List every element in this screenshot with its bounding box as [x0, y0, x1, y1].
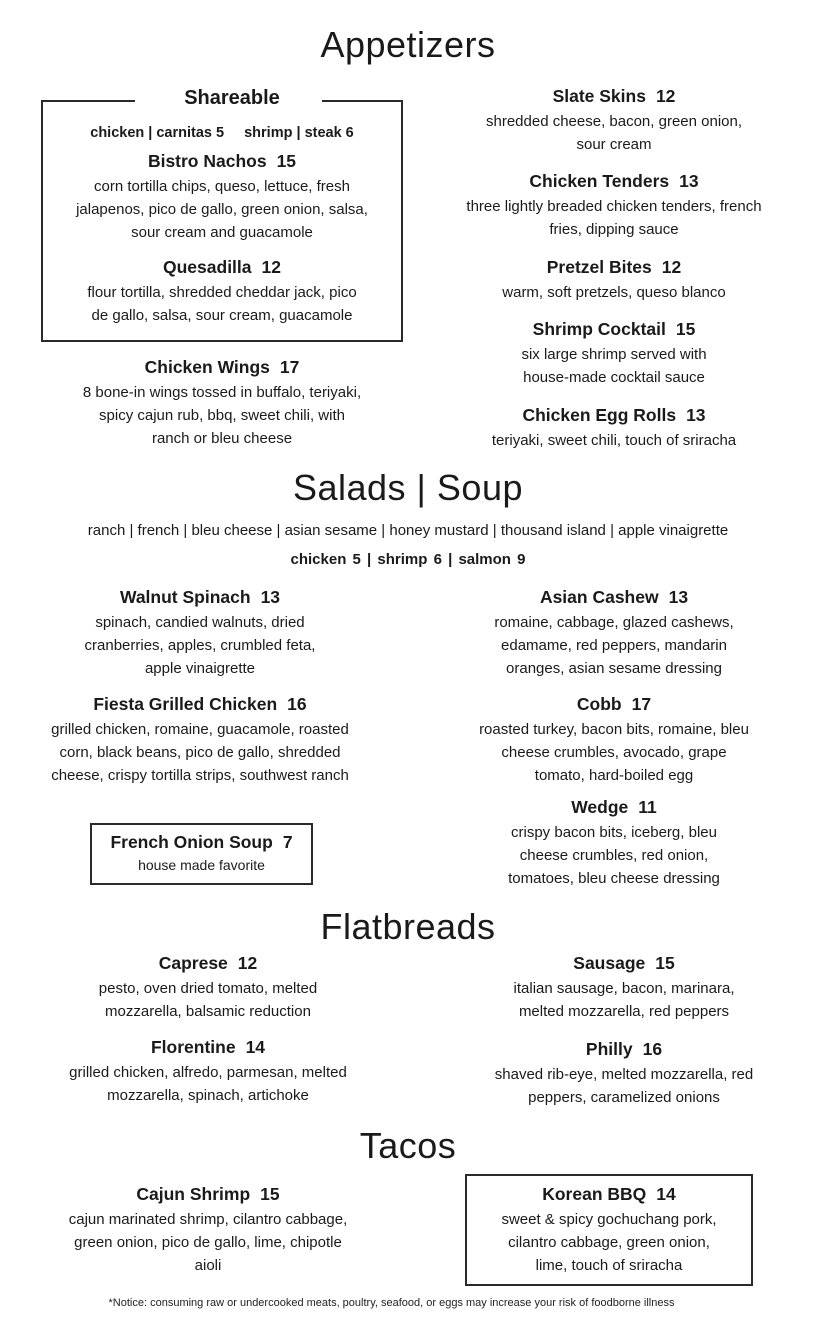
- item-description: 8 bone-in wings tossed in buffalo, teriyaki, spicy cajun rub, bbq, sweet chili, with ranch or bleu cheese: [82, 384, 362, 447]
- item-name: Quesadilla: [163, 257, 252, 277]
- menu-item-chicken-wings: [56, 356, 388, 450]
- item-description: crispy bacon bits, iceberg, bleu cheese crumbles, red onion, tomatoes, bleu cheese dressing: [508, 824, 720, 887]
- item-name: Sausage: [573, 953, 646, 973]
- item-description: shaved rib-eye, melted mozzarella, red peppers, caramelized onions: [494, 1066, 754, 1106]
- item-name: Cobb: [576, 694, 622, 714]
- menu-item-florentine: [48, 1036, 368, 1107]
- item-price: 15: [260, 1184, 280, 1204]
- menu-item-sausage: [476, 952, 772, 1023]
- item-description: italian sausage, bacon, marinara, melted mozzarella, red peppers: [513, 980, 735, 1020]
- item-description: romaine, cabbage, glazed cashews, edamame, red peppers, mandarin oranges, asian sesame dressing: [494, 614, 734, 677]
- item-price: 15: [675, 319, 696, 339]
- menu-item-french-onion-soup: [90, 831, 313, 877]
- menu-item-wedge: [466, 796, 762, 890]
- item-name: Wedge: [571, 797, 629, 817]
- item-description: roasted turkey, bacon bits, romaine, bleu cheese crumbles, avocado, grape tomato, hard-boiled egg: [479, 721, 749, 784]
- addon-chicken-carnitas: chicken | carnitas 5: [90, 125, 225, 141]
- menu-item-caprese: [48, 952, 368, 1023]
- item-description: grilled chicken, romaine, guacamole, roasted corn, black beans, pico de gallo, shredded cheese, crispy tortilla strips, southwest ranch: [51, 721, 349, 784]
- item-description: grilled chicken, alfredo, parmesan, melted mozzarella, spinach, artichoke: [69, 1064, 347, 1104]
- item-name: Asian Cashew: [539, 587, 659, 607]
- item-description: house made favorite: [138, 857, 265, 873]
- shareable-addons: [41, 125, 403, 141]
- item-price: 14: [656, 1184, 676, 1204]
- item-price: 17: [631, 694, 652, 714]
- item-description: spinach, candied walnuts, dried cranberries, apples, crumbled feta, apple vinaigrette: [84, 614, 316, 677]
- item-name: Chicken Egg Rolls: [522, 405, 677, 425]
- item-name: Bistro Nachos: [147, 151, 267, 171]
- item-description: pesto, oven dried tomato, melted mozzarella, balsamic reduction: [98, 980, 318, 1020]
- item-name: Chicken Wings: [144, 357, 270, 377]
- item-price: 13: [668, 587, 689, 607]
- item-price: 16: [642, 1039, 663, 1059]
- food-safety-notice: *Notice: consuming raw or undercooked meats, poultry, seafood, or eggs may increase your risk of foodborne illness: [108, 1297, 675, 1309]
- shareable-title: Shareable: [142, 87, 322, 110]
- menu-item-cajun-shrimp: [48, 1183, 368, 1277]
- item-name: Shrimp Cocktail: [532, 319, 666, 339]
- item-name: Philly: [585, 1039, 633, 1059]
- item-name: Florentine: [150, 1037, 236, 1057]
- item-description: sweet & spicy gochuchang pork, cilantro cabbage, green onion, lime, touch of sriracha: [501, 1211, 717, 1274]
- item-price: 11: [638, 797, 657, 817]
- menu-item-korean-bbq: [465, 1183, 753, 1277]
- item-name: Walnut Spinach: [119, 587, 251, 607]
- item-price: 12: [661, 257, 682, 277]
- item-description: cajun marinated shrimp, cilantro cabbage, green onion, pico de gallo, lime, chipotle aioli: [68, 1211, 348, 1274]
- item-name: Chicken Tenders: [529, 171, 670, 191]
- item-name: French Onion Soup: [110, 832, 273, 852]
- item-price: 14: [245, 1037, 266, 1057]
- item-price: 12: [237, 953, 258, 973]
- menu-item-cobb: [466, 693, 762, 787]
- addon-shrimp-steak: shrimp | steak 6: [244, 125, 354, 141]
- protein-addons: chicken 5 | shrimp 6 | salmon 9: [290, 551, 526, 568]
- menu-item-walnut-spinach: [40, 586, 360, 680]
- menu-item-slate-skins: [466, 85, 762, 156]
- item-price: 15: [655, 953, 675, 973]
- item-name: Cajun Shrimp: [136, 1184, 251, 1204]
- item-description: corn tortilla chips, queso, lettuce, fresh jalapenos, pico de gallo, green onion, salsa, sour cream and guacamole: [76, 178, 368, 241]
- item-price: 15: [276, 151, 297, 171]
- menu-item-shrimp-cocktail: [466, 318, 762, 389]
- item-price: 12: [261, 257, 281, 277]
- item-name: Korean BBQ: [542, 1184, 647, 1204]
- menu-item-chicken-tenders: [466, 170, 762, 241]
- item-description: shredded cheese, bacon, green onion, sour cream: [485, 113, 743, 153]
- menu-item-fiesta-grilled-chicken: [40, 693, 360, 787]
- menu-item-bistro-nachos: [41, 150, 403, 244]
- menu-item-asian-cashew: [466, 586, 762, 680]
- item-name: Caprese: [158, 953, 228, 973]
- menu-item-chicken-egg-rolls: [466, 404, 762, 452]
- item-name: Fiesta Grilled Chicken: [93, 694, 278, 714]
- item-price: 16: [287, 694, 307, 714]
- item-description: teriyaki, sweet chili, touch of sriracha: [491, 432, 737, 449]
- item-name: Slate Skins: [552, 86, 646, 106]
- menu-item-quesadilla: [41, 256, 403, 327]
- item-price: 13: [679, 171, 699, 191]
- menu-item-philly: [476, 1038, 772, 1109]
- item-price: 13: [260, 587, 281, 607]
- tacos-title: Tacos: [359, 1125, 457, 1166]
- item-description: three lightly breaded chicken tenders, french fries, dipping sauce: [466, 198, 762, 238]
- item-price: 12: [655, 86, 676, 106]
- item-name: Pretzel Bites: [546, 257, 652, 277]
- item-description: six large shrimp served with house-made cocktail sauce: [521, 346, 707, 386]
- item-price: 7: [282, 832, 293, 852]
- flatbreads-title: Flatbreads: [320, 906, 496, 947]
- appetizers-title: Appetizers: [320, 24, 496, 65]
- item-description: flour tortilla, shredded cheddar jack, pico de gallo, salsa, sour cream, guacamole: [87, 284, 357, 324]
- salads-soup-title: Salads | Soup: [292, 467, 523, 508]
- item-description: warm, soft pretzels, queso blanco: [502, 284, 726, 301]
- item-price: 13: [686, 405, 706, 425]
- menu-item-pretzel-bites: [466, 256, 762, 304]
- item-price: 17: [279, 357, 300, 377]
- dressing-options: ranch | french | bleu cheese | asian sesame | honey mustard | thousand island | apple vinaigrette: [87, 522, 729, 539]
